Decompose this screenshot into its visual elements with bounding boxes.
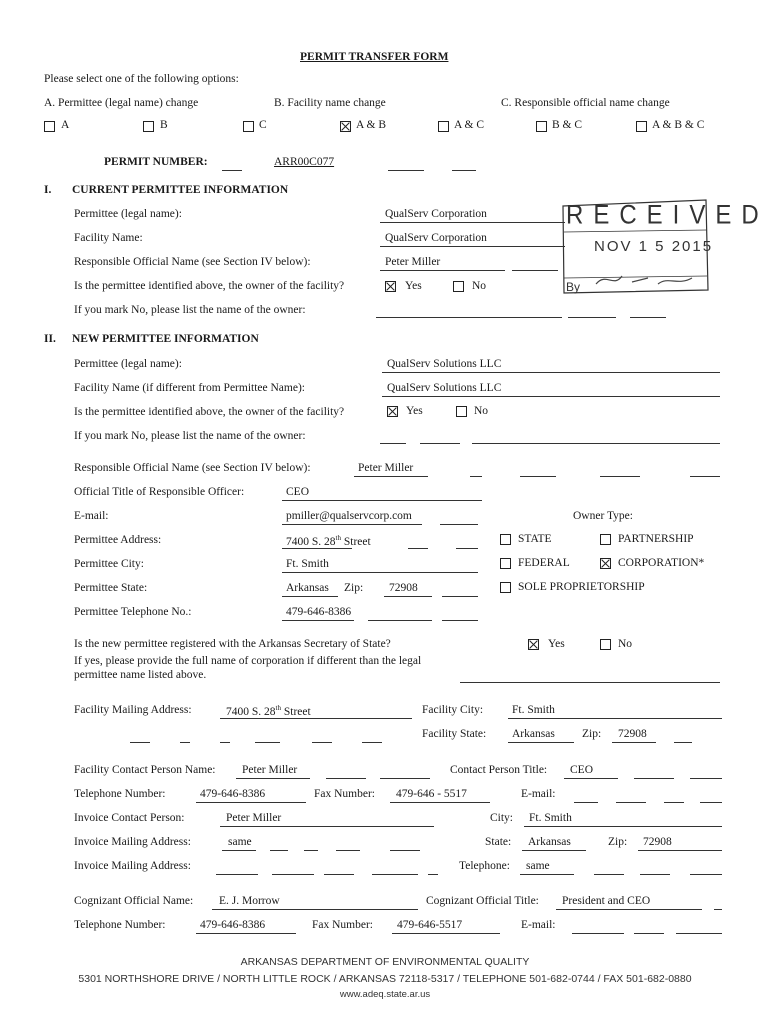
new-state-label: Permittee State: — [74, 582, 148, 594]
current-permittee-label: Permittee (legal name): — [74, 208, 182, 220]
option-b-desc: B. Facility name change — [274, 97, 386, 109]
facility-phone-value[interactable]: 479-646-8386 — [200, 788, 266, 800]
current-owner-no-label: No — [472, 280, 487, 292]
facility-state-value[interactable]: Arkansas — [512, 728, 555, 740]
checkbox-a-b-c-label: A & B & C — [652, 119, 705, 131]
checkbox-b[interactable] — [143, 121, 154, 132]
new-email-label: E-mail: — [74, 510, 109, 522]
invoice-mail-label: Invoice Mailing Address: — [74, 836, 191, 848]
owner-type-sole-proprietorship-checkbox[interactable] — [500, 582, 511, 593]
owner-type-federal-label: FEDERAL — [518, 557, 570, 569]
invoice-mail-2-label: Invoice Mailing Address: — [74, 860, 191, 872]
owner-type-sole-proprietorship-label: SOLE PROPRIETORSHIP — [518, 581, 645, 593]
owner-type-corporation-label: CORPORATION* — [618, 557, 705, 569]
received-stamp-initials — [588, 268, 698, 290]
form-title: PERMIT TRANSFER FORM — [300, 51, 449, 63]
permit-number-label: PERMIT NUMBER: — [104, 156, 208, 168]
facility-fax-label: Fax Number: — [314, 788, 376, 800]
option-c-desc: C. Responsible official name change — [501, 97, 670, 109]
checkbox-b-and-c-label: B & C — [552, 119, 583, 131]
sos-no-label: No — [618, 638, 633, 650]
new-owner-no-checkbox[interactable] — [456, 406, 467, 417]
received-stamp-date: NOV 1 5 2015 — [594, 238, 714, 255]
cognizant-name-label: Cognizant Official Name: — [74, 895, 194, 907]
new-state-value[interactable]: Arkansas — [286, 582, 329, 594]
facility-contact-label: Facility Contact Person Name: — [74, 764, 216, 776]
invoice-contact-label: Invoice Contact Person: — [74, 812, 185, 824]
new-owner-yes-checkbox[interactable] — [387, 406, 398, 417]
section-1-number: I. — [44, 184, 52, 196]
new-zip-label: Zip: — [344, 582, 364, 594]
instructions: Please select one of the following options: — [44, 73, 239, 85]
received-stamp-text: RECEIVED — [566, 200, 769, 231]
received-stamp — [560, 198, 769, 296]
owner-type-state-checkbox[interactable] — [500, 534, 511, 545]
new-phone-label: Permittee Telephone No.: — [74, 606, 192, 618]
current-owner-question: Is the permittee identified above, the owner of the facility? — [74, 280, 345, 292]
facility-phone-label: Telephone Number: — [74, 788, 166, 800]
new-owner-no-label: No — [474, 405, 489, 417]
checkbox-a-and-c[interactable] — [438, 121, 449, 132]
current-facility-value[interactable]: QualServ Corporation — [385, 232, 487, 244]
new-permittee-value[interactable]: QualServ Solutions LLC — [387, 358, 502, 370]
option-a-desc: A. Permittee (legal name) change — [44, 97, 199, 109]
sos-note-line-2: permittee name listed above. — [74, 669, 207, 681]
cognizant-title-value[interactable]: President and CEO — [562, 895, 651, 907]
cognizant-phone-label: Telephone Number: — [74, 919, 166, 931]
facility-state-label: Facility State: — [422, 728, 487, 740]
cognizant-fax-label: Fax Number: — [312, 919, 374, 931]
checkbox-c-label: C — [259, 119, 267, 131]
facility-email-label: E-mail: — [521, 788, 556, 800]
cognizant-fax-value[interactable]: 479-646-5517 — [397, 919, 463, 931]
facility-contact-value[interactable]: Peter Miller — [242, 764, 298, 776]
new-permittee-label: Permittee (legal name): — [74, 358, 182, 370]
received-stamp-by: By — [566, 280, 581, 294]
facility-city-value[interactable]: Ft. Smith — [512, 704, 555, 716]
facility-city-label: Facility City: — [422, 704, 484, 716]
sos-question: Is the new permittee registered with the Arkansas Secretary of State? — [74, 638, 391, 650]
facility-contact-title-label: Contact Person Title: — [450, 764, 548, 776]
new-title-label: Official Title of Responsible Officer: — [74, 486, 245, 498]
new-facility-value[interactable]: QualServ Solutions LLC — [387, 382, 502, 394]
new-owner-question: Is the permittee identified above, the owner of the facility? — [74, 406, 345, 418]
section-2-heading: NEW PERMITTEE INFORMATION — [72, 333, 259, 345]
invoice-mail-value[interactable]: same — [228, 836, 252, 848]
checkbox-a-and-b-label: A & B — [356, 119, 387, 131]
sos-yes-checkbox[interactable] — [528, 639, 539, 650]
sos-note-line-1: If yes, please provide the full name of corporation if different than the legal — [74, 655, 422, 667]
current-ro-value[interactable]: Peter Miller — [385, 256, 441, 268]
facility-mail-label: Facility Mailing Address: — [74, 704, 192, 716]
current-owner-yes-label: Yes — [405, 280, 422, 292]
facility-zip-label: Zip: — [582, 728, 602, 740]
owner-type-federal-checkbox[interactable] — [500, 558, 511, 569]
invoice-phone-label: Telephone: — [459, 860, 510, 872]
new-owner-list-label: If you mark No, please list the name of the owner: — [74, 430, 306, 442]
invoice-state-value[interactable]: Arkansas — [528, 836, 571, 848]
current-facility-label: Facility Name: — [74, 232, 143, 244]
current-permittee-value[interactable]: QualServ Corporation — [385, 208, 487, 220]
footer-agency: ARKANSAS DEPARTMENT OF ENVIRONMENTAL QUALITY — [240, 956, 530, 968]
new-owner-yes-label: Yes — [406, 405, 423, 417]
new-facility-label: Facility Name (if different from Permittee Name): — [74, 382, 305, 394]
new-ro-label: Responsible Official Name (see Section IV below): — [74, 462, 311, 474]
checkbox-b-label: B — [160, 119, 168, 131]
new-city-value[interactable]: Ft. Smith — [286, 558, 329, 570]
checkbox-a-label: A — [61, 119, 70, 131]
sos-no-checkbox[interactable] — [600, 639, 611, 650]
invoice-zip-value[interactable]: 72908 — [643, 836, 672, 848]
owner-type-corporation-checkbox[interactable] — [600, 558, 611, 569]
new-email-value[interactable]: pmiller@qualservcorp.com — [286, 510, 412, 522]
checkbox-a[interactable] — [44, 121, 55, 132]
permit-number-value[interactable]: ARR00C077 — [274, 156, 335, 168]
new-city-label: Permittee City: — [74, 558, 144, 570]
cognizant-title-label: Cognizant Official Title: — [426, 895, 539, 907]
checkbox-a-b-c[interactable] — [636, 121, 647, 132]
invoice-state-label: State: — [485, 836, 512, 848]
footer-website[interactable]: www.adeq.state.ar.us — [339, 989, 431, 1000]
invoice-contact-value[interactable]: Peter Miller — [226, 812, 282, 824]
facility-fax-value[interactable]: 479-646 - 5517 — [396, 788, 467, 800]
new-phone-value[interactable]: 479-646-8386 — [286, 606, 352, 618]
owner-type-partnership-label: PARTNERSHIP — [618, 533, 694, 545]
current-owner-list-label: If you mark No, please list the name of the owner: — [74, 304, 306, 316]
section-1-heading: CURRENT PERMITTEE INFORMATION — [72, 184, 289, 196]
facility-contact-title-value[interactable]: CEO — [570, 764, 593, 776]
owner-type-partnership-checkbox[interactable] — [600, 534, 611, 545]
cognizant-name-value[interactable]: E. J. Morrow — [219, 895, 280, 907]
new-address-label: Permittee Address: — [74, 534, 162, 546]
current-owner-no-checkbox[interactable] — [453, 281, 464, 292]
facility-zip-value[interactable]: 72908 — [618, 728, 647, 740]
invoice-phone-value[interactable]: same — [526, 860, 550, 872]
cognizant-email-label: E-mail: — [521, 919, 556, 931]
invoice-zip-label: Zip: — [608, 836, 628, 848]
new-zip-value[interactable]: 72908 — [389, 582, 418, 594]
checkbox-a-and-b[interactable] — [340, 121, 351, 132]
section-2-number: II. — [44, 333, 56, 345]
checkbox-a-and-c-label: A & C — [454, 119, 485, 131]
invoice-city-label: City: — [490, 812, 514, 824]
checkbox-c[interactable] — [243, 121, 254, 132]
sos-yes-label: Yes — [548, 638, 565, 650]
current-ro-label: Responsible Official Name (see Section IV below): — [74, 256, 311, 268]
footer-address: 5301 NORTHSHORE DRIVE / NORTH LITTLE ROCK / ARKANSAS 72118-5317 / TELEPHONE 501-682-0744 / FAX 501-682-0880 — [78, 973, 692, 985]
cognizant-phone-value[interactable]: 479-646-8386 — [200, 919, 266, 931]
new-ro-value[interactable]: Peter Miller — [358, 462, 414, 474]
checkbox-b-and-c[interactable] — [536, 121, 547, 132]
current-owner-yes-checkbox[interactable] — [385, 281, 396, 292]
facility-mail-value[interactable]: 7400 S. 28th Street — [226, 704, 311, 718]
owner-type-label: Owner Type: — [573, 510, 633, 522]
owner-type-state-label: STATE — [518, 533, 552, 545]
invoice-city-value[interactable]: Ft. Smith — [529, 812, 572, 824]
new-address-value[interactable]: 7400 S. 28th Street — [286, 534, 371, 548]
new-title-value[interactable]: CEO — [286, 486, 309, 498]
